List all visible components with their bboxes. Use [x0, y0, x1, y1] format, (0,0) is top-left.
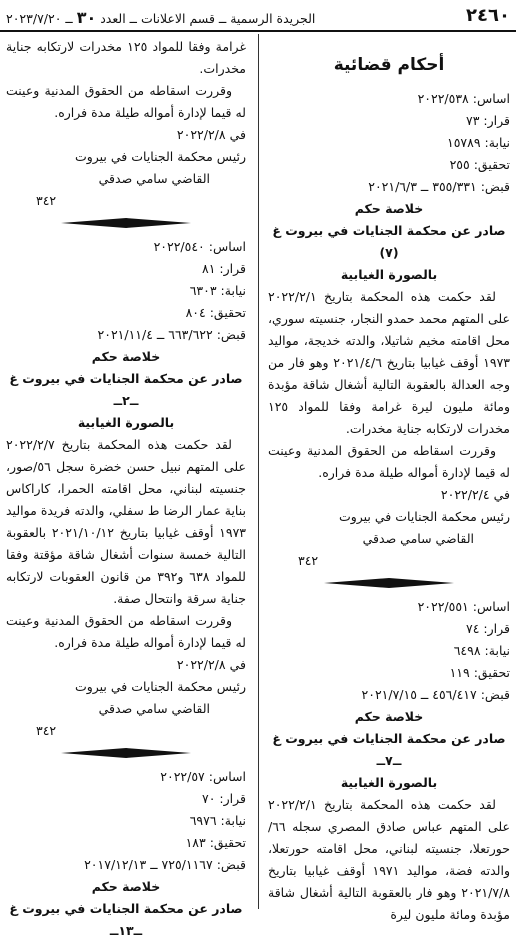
column-divider	[258, 34, 259, 909]
judge-name: القاضي سامي صدقي	[98, 171, 210, 186]
court-name: صادر عن محكمة الجنايات في بيروت غ (٧)	[272, 223, 506, 260]
judge-title: رئيس محكمة الجنايات في بيروت	[74, 149, 246, 164]
summary-heading: خلاصة حكم	[354, 201, 424, 216]
summary-heading: خلاصة حكم	[91, 349, 161, 364]
qabd-value: ٤٥٦/٤١٧ ــ ٢٠٢١/٧/١٥	[361, 687, 477, 702]
tahqiq-field	[268, 662, 510, 684]
judgment-text-continued: غرامة وفقا للمواد ١٢٥ مخدرات لارتكابه جناية مخدرات.	[6, 39, 246, 76]
tahqiq-label: تحقيق:	[209, 305, 246, 320]
judgment-text: لقد حكمت هذه المحكمة بتاريخ ٢٠٢٢/٢/٧ على المتهم نبيل حسن خضرة سجل ٥٦/صور، جنسيته لبناني، محل اقامته الحمرا، كاراكاس بناية عمار الرضا ط سفلي، والدته فريدة مواليد ١٩٧٣ أوقف غيابيا بتاريخ ٢٠٢١/١٠/١٢ بالعقوبة التالية خمسة سنوات أشغال شاقة مؤقتة وفقا للمواد ٦٣٨ و٣٩٢ من قانون العقوبات لارتكابه جناية سرقة وانتحال صفة.	[6, 437, 247, 606]
asas-field	[268, 88, 510, 110]
summary-heading: خلاصة حكم	[91, 879, 161, 894]
asas-label: اساس:	[208, 239, 246, 254]
section-title: أحكام قضائية	[333, 55, 445, 75]
left-column	[6, 36, 246, 942]
right-column	[268, 36, 510, 926]
judgment-date: في ٢٠٢٢/٢/٤	[440, 487, 510, 502]
qarar-label: قرار:	[219, 261, 246, 276]
asas-label: اساس:	[208, 769, 246, 784]
absentia-label: بالصورة الغيابية	[77, 415, 175, 430]
qabd-field	[268, 176, 510, 198]
qabd-label: قبض:	[480, 179, 510, 194]
qarar-value: ٧٣	[465, 113, 480, 128]
asas-label: اساس:	[472, 91, 510, 106]
qabd-field	[6, 324, 246, 346]
niyaba-label: نيابة:	[484, 135, 510, 150]
qarar-value: ٨١	[201, 261, 216, 276]
judgment-text-2: وقررت اسقاطه من الحقوق المدنية وعينت له قيما لإدارة أمواله طيلة مدة فراره.	[6, 83, 246, 120]
qarar-field	[6, 258, 246, 280]
qabd-label: قبض:	[216, 327, 246, 342]
judge-name: القاضي سامي صدقي	[362, 531, 474, 546]
reference-number: ٣٤٢	[298, 553, 319, 568]
judgment-text-2: وقررت اسقاطه من الحقوق المدنية وعينت له قيما لإدارة أمواله طيلة مدة فراره.	[6, 613, 246, 650]
judgment-text-2: وقررت اسقاطه من الحقوق المدنية وعينت له قيما لإدارة أمواله طيلة مدة فراره.	[268, 443, 510, 480]
asas-value: ٢٠٢٢/٥٥١	[417, 599, 469, 614]
tahqiq-field	[268, 154, 510, 176]
judgment-text: لقد حكمت هذه المحكمة بتاريخ ٢٠٢٢/٢/١ على المتهم محمد حمدو النجار، جنسيته سوري، محل اقامته مخيم شاتيلا، والدته خديجة، مواليد ١٩٧٣ أوقف غيابيا بتاريخ ٢٠٢١/٤/٦ وهو فار من وجه العدالة بالعقوبة التالية أشغال شاقة مؤبدة ومائة مليون ليرة غرامة وفقا للمواد ١٢٥ مخدرات لارتكابه جناية مخدرات.	[268, 289, 510, 436]
judgment-date: في ٢٠٢٢/٢/٨	[176, 657, 246, 672]
niyaba-value: ٦٩٧٦	[189, 813, 217, 828]
niyaba-value: ٦٤٩٨	[453, 643, 481, 658]
qarar-value: ٧٠	[201, 791, 216, 806]
gazette-prefix: الجريدة الرسمية ــ قسم الاعلانات ــ العدد	[100, 11, 316, 26]
niyaba-field	[6, 810, 246, 832]
absentia-label: بالصورة الغيابية	[340, 775, 438, 790]
issue-number: ٣٠	[76, 8, 97, 27]
judgment-4	[6, 766, 246, 942]
qarar-label: قرار:	[483, 113, 510, 128]
asas-field	[6, 236, 246, 258]
tahqiq-value: ٢٥٥	[449, 157, 470, 172]
judgment-1	[268, 88, 510, 572]
judge-title: رئيس محكمة الجنايات في بيروت	[74, 679, 246, 694]
court-name: صادر عن محكمة الجنايات في بيروت غ ــ١٣ــ	[9, 901, 243, 938]
judge-title: رئيس محكمة الجنايات في بيروت	[338, 509, 510, 524]
judgment-3	[6, 236, 246, 742]
tahqiq-label: تحقيق:	[473, 157, 510, 172]
asas-field	[268, 596, 510, 618]
qarar-field	[268, 110, 510, 132]
qabd-value: ٧٢٥/١١٦٧ ــ ٢٠١٧/١٢/١٣	[84, 857, 213, 872]
qarar-label: قرار:	[219, 791, 246, 806]
asas-label: اساس:	[472, 599, 510, 614]
niyaba-label: نيابة:	[484, 643, 510, 658]
qarar-field	[268, 618, 510, 640]
asas-field	[6, 766, 246, 788]
tahqiq-label: تحقيق:	[209, 835, 246, 850]
issue-date: ــ ٢٠٢٣/٧/٢٠	[6, 11, 73, 26]
niyaba-label: نيابة:	[220, 813, 246, 828]
tahqiq-value: ١٨٣	[185, 835, 206, 850]
court-name: صادر عن محكمة الجنايات في بيروت غ ــ٧ــ	[272, 731, 506, 768]
tahqiq-field	[6, 832, 246, 854]
asas-value: ٢٠٢٢/٥٤٠	[153, 239, 205, 254]
niyaba-label: نيابة:	[220, 283, 246, 298]
reference-number: ٣٤٢	[36, 193, 57, 208]
judgment-text: لقد حكمت هذه المحكمة بتاريخ ٢٠٢٢/٢/١ على المتهم عباس صادق المصري سجله ٦٦/حورتعلا، جنسيته لبناني، محل اقامته حورتعلا، والدته فضة، مواليد ١٩٧١ أوقف غيابيا بتاريخ ٢٠٢١/٧/٨ وهو فار بالعقوبة التالية أشغال شاقة مؤبدة ومائة مليون ليرة	[268, 797, 510, 922]
niyaba-value: ١٥٧٨٩	[446, 135, 481, 150]
qarar-field	[6, 788, 246, 810]
tahqiq-label: تحقيق:	[473, 665, 510, 680]
qarar-label: قرار:	[483, 621, 510, 636]
tahqiq-value: ٨٠٤	[185, 305, 206, 320]
qabd-value: ٦٦٣/٦٢٢ ــ ٢٠٢١/١١/٤	[97, 327, 213, 342]
judgment-date: في ٢٠٢٢/٢/٨	[176, 127, 246, 142]
absentia-label: بالصورة الغيابية	[340, 267, 438, 282]
page-number: ٢٤٦٠	[466, 5, 510, 26]
niyaba-value: ٦٣٠٣	[189, 283, 217, 298]
asas-value: ٢٠٢٢/٥٧	[160, 769, 205, 784]
niyaba-field	[268, 640, 510, 662]
separator-ornament	[6, 216, 246, 230]
judge-name: القاضي سامي صدقي	[98, 701, 210, 716]
qabd-field	[6, 854, 246, 876]
tahqiq-value: ١١٩	[449, 665, 470, 680]
separator-ornament	[6, 746, 246, 760]
qabd-label: قبض:	[480, 687, 510, 702]
judgment-2	[268, 596, 510, 926]
niyaba-field	[6, 280, 246, 302]
page-header	[0, 0, 516, 32]
reference-number: ٣٤٢	[36, 723, 57, 738]
qabd-field	[268, 684, 510, 706]
qabd-value: ٣٥٥/٣٣١ ــ ٢٠٢١/٦/٣	[368, 179, 477, 194]
niyaba-field	[268, 132, 510, 154]
tahqiq-field	[6, 302, 246, 324]
summary-heading: خلاصة حكم	[354, 709, 424, 724]
court-name: صادر عن محكمة الجنايات في بيروت غ ــ٢ــ	[9, 371, 243, 408]
separator-ornament	[268, 576, 510, 590]
qarar-value: ٧٤	[465, 621, 480, 636]
judgment-2-continued	[6, 36, 246, 212]
gazette-title	[6, 8, 315, 27]
qabd-label: قبض:	[216, 857, 246, 872]
asas-value: ٢٠٢٢/٥٣٨	[417, 91, 469, 106]
